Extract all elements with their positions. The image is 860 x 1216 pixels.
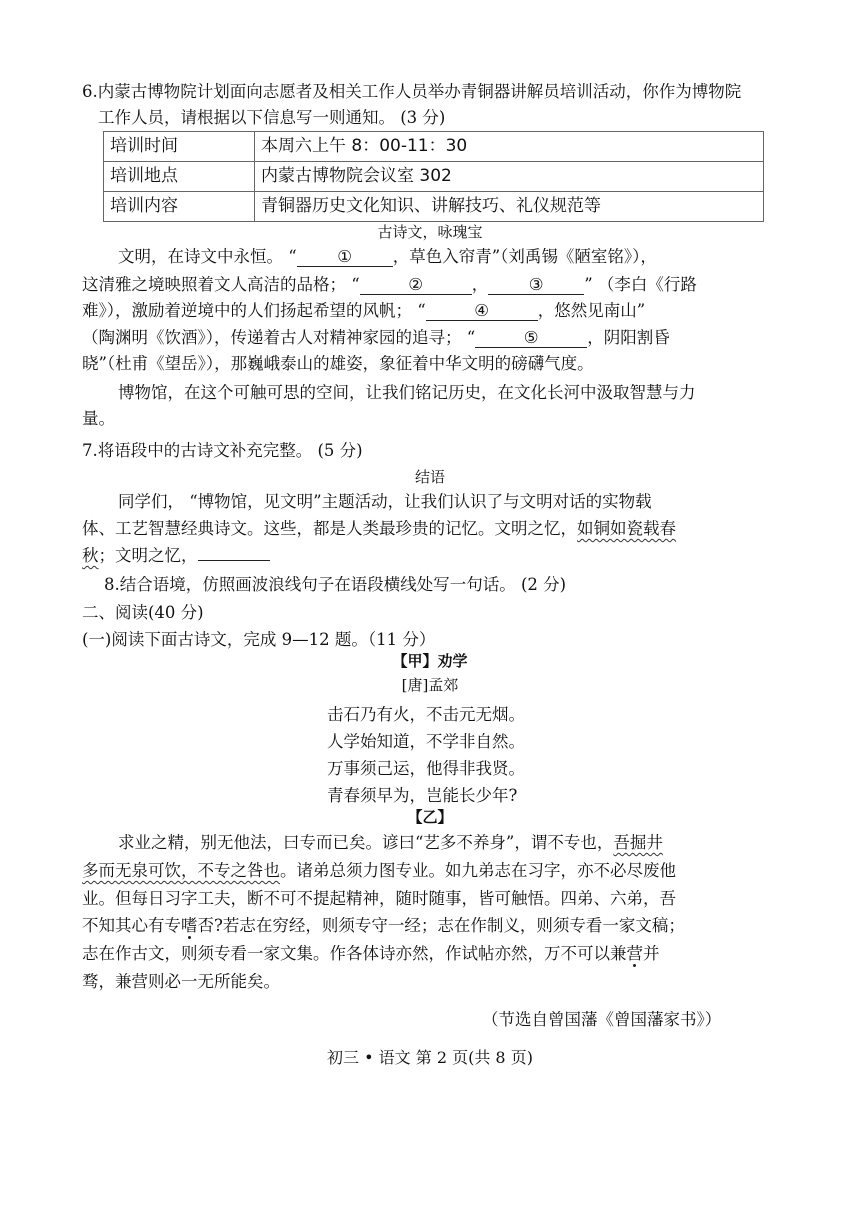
poetry-para-line: 文明，在诗文中永恒。 “ ① ，草色入帘青”（刘禹锡《陋室铭》）， (118, 247, 657, 266)
yi-line: 志在作古文，则须专看一家文集。作各体诗亦然，作试帖亦然，万不可以兼营并 (82, 944, 660, 963)
poem-title: 【甲】劝学 (392, 652, 468, 670)
blank-4[interactable]: ④ (426, 302, 538, 321)
poetry-section-heading: 古诗文，咏瑰宝 (377, 223, 483, 241)
yi-line: 不知其心有专嗜否?若志在穷经，则须专守一经；志在作制义，则须专看一家文稿； (82, 916, 685, 935)
table-key: 培训时间 (104, 132, 255, 162)
poetry-para-line: 这清雅之境映照着文人高洁的品格； “ ② ， ③ ” （李白《行路 (82, 275, 697, 294)
poem-line: 青春须早为，岂能长少年? (327, 786, 518, 805)
conclusion-heading: 结语 (414, 468, 445, 486)
blank-1[interactable]: ① (297, 248, 393, 267)
museum-para-line1: 博物馆，在这个可触可思的空间，让我们铭记历史，在文化长河中汲取智慧与力 (118, 383, 696, 402)
conclusion-line2: 体、工艺智慧经典诗文。这些，都是人类最珍贵的记忆。文明之忆，如铜如瓷载春 (82, 519, 676, 538)
conclusion-line3: 秋；文明之忆， (82, 543, 270, 569)
wavy-sentence: 秋 (82, 546, 99, 565)
table-value: 青铜器历史文化知识、讲解技巧、礼仪规范等 (255, 192, 764, 222)
emphasis-dot-char: 营 (626, 944, 643, 963)
poem-line: 万事须己运，他得非我贤。 (327, 759, 525, 778)
wavy-sentence: 吾掘井 (613, 833, 663, 852)
blank-2[interactable]: ② (360, 276, 472, 295)
blank-5[interactable]: ⑤ (475, 329, 587, 348)
yi-source: （节选自曾国藩《曾国藩家书》） (482, 1010, 722, 1029)
q8-prompt: 8.结合语境，仿照画波浪线句子在语段横线处写一句话。 (2 分) (104, 575, 567, 594)
yi-line: 骛，兼营则必一无所能矣。 (82, 972, 280, 991)
wavy-sentence: 多而无泉可饮，不专之咎也 (82, 861, 280, 880)
yi-line: 多而无泉可饮，不专之咎也。诸弟总须力图专业。如九弟志在习字，亦不必尽废他 (82, 861, 676, 880)
part2-subheading: (一)阅读下面古诗文，完成 9—12 题。（11 分） (82, 630, 436, 649)
part2-heading: 二、阅读(40 分) (82, 603, 204, 622)
page-footer: 初三 • 语文 第 2 页(共 8 页) (327, 1048, 533, 1067)
poetry-para-line: （陶渊明《饮酒》），传递着古人对精神家园的追寻； “ ⑤ ，阴阳割昏 (82, 328, 670, 347)
blank-3[interactable]: ③ (488, 276, 584, 295)
yi-line: 业。但每日习字工夫，断不可不提起精神，随时随事，皆可触悟。四弟、六弟，吾 (82, 889, 676, 908)
poem-line: 击石乃有火，不击元无烟。 (327, 705, 525, 724)
table-row (104, 132, 764, 162)
conclusion-answer-blank[interactable] (198, 560, 270, 561)
conclusion-line1: 同学们， “博物馆，见文明”主题活动，让我们认识了与文明对话的实物载 (118, 492, 652, 511)
emphasis-dot-char: 嗜 (181, 916, 198, 935)
wavy-sentence: 如铜如瓷载春 (577, 519, 676, 538)
poem-line: 人学始知道，不学非自然。 (327, 732, 525, 751)
training-info-table (103, 131, 764, 222)
poem-author: [唐]孟郊 (401, 676, 459, 694)
museum-para-line2: 量。 (82, 409, 115, 428)
yi-line: 求业之精，别无他法，曰专而已矣。谚曰“艺多不养身”，谓不专也，吾掘井 (118, 833, 663, 852)
q6-prompt-line2: 工作人员，请根据以下信息写一则通知。 (3 分) (98, 108, 446, 127)
q7-prompt: 7.将语段中的古诗文补充完整。 (5 分) (82, 441, 363, 460)
table-key: 培训地点 (104, 162, 255, 192)
table-value: 内蒙古博物院会议室 302 (255, 162, 764, 192)
poetry-para-line: 晓”（杜甫《望岳》），那巍峨泰山的雄姿，象征着中华文明的磅礴气度。 (82, 354, 594, 373)
poetry-para-line: 难》），激励着逆境中的人们扬起希望的风帆； “ ④ ，悠然见南山” (82, 301, 646, 320)
table-row (104, 192, 764, 222)
table-key: 培训内容 (104, 192, 255, 222)
table-row (104, 162, 764, 192)
yi-title: 【乙】 (407, 808, 453, 826)
q6-prompt-line1: 6.内蒙古博物院计划面向志愿者及相关工作人员举办青铜器讲解员培训活动，你作为博物院 (82, 82, 742, 101)
table-value: 本周六上午 8：00-11：30 (255, 132, 764, 162)
